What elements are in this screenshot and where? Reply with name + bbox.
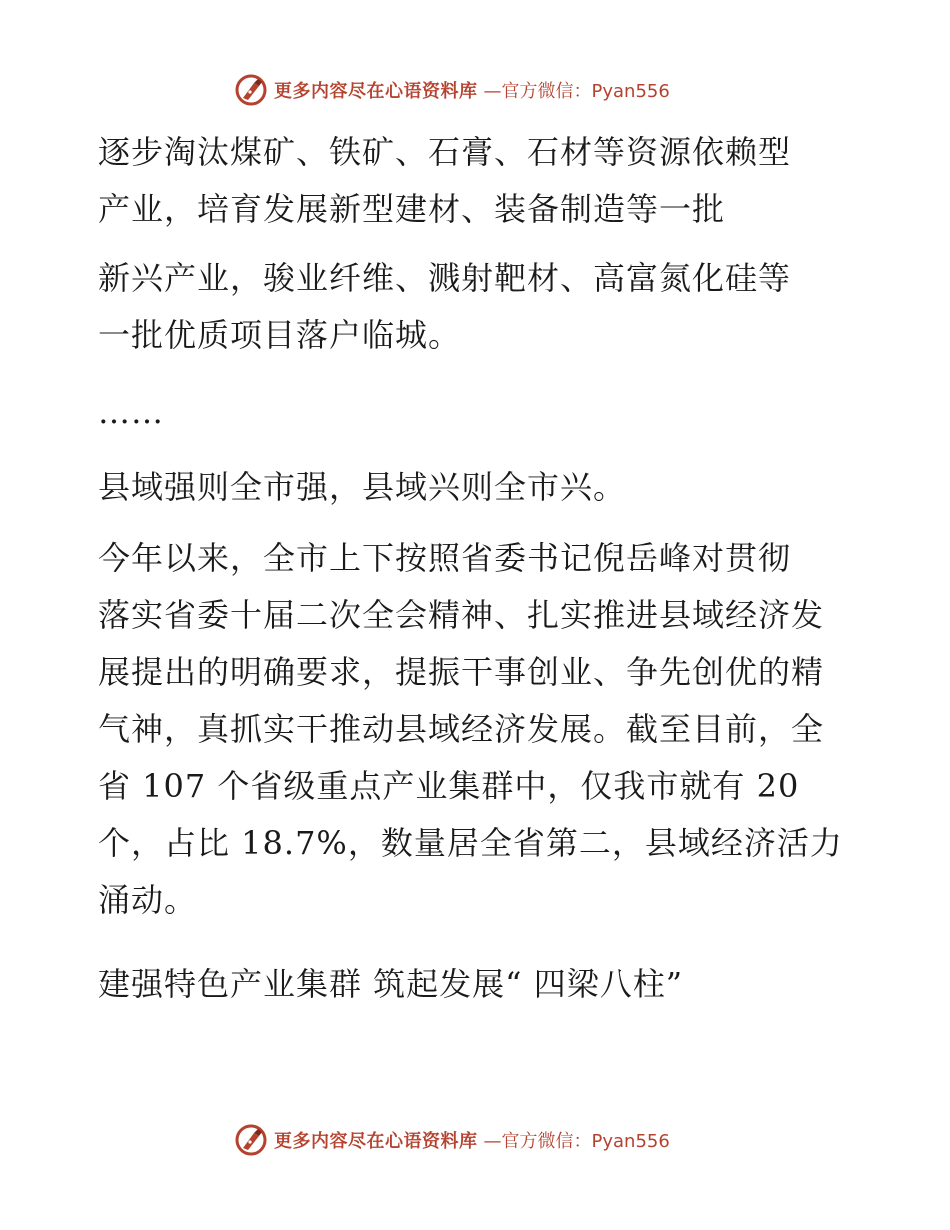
text-line: 涌动。	[98, 881, 198, 919]
text-line: ……	[98, 393, 164, 431]
paragraph-5	[98, 530, 858, 929]
text-line: 落实省委十届二次全会精神、扎实推进县域经济发	[98, 596, 825, 634]
text-line: 建强特色产业集群 筑起发展“ 四梁八柱”	[98, 965, 684, 1003]
text-line: 新兴产业，骏业纤维、溅射靶材、高富氮化硅等	[98, 259, 792, 297]
footer-watermark	[234, 1122, 670, 1158]
paragraph-1	[98, 124, 858, 238]
text-line: 产业，培育发展新型建材、装备制造等一批	[98, 190, 726, 228]
text-line: 气神，真抓实干推动县域经济发展。截至目前，全	[98, 710, 825, 748]
watermark-wechat-text: —官方微信：Pyan556	[483, 1131, 670, 1152]
watermark-main-text: 更多内容尽在心语资料库	[274, 81, 478, 102]
paragraph-ellipsis	[98, 384, 858, 441]
text-line: 个，占比 18.7%，数量居全省第二，县域经济活力	[98, 824, 843, 862]
paragraph-4	[98, 459, 858, 516]
text-line: 逐步淘汰煤矿、铁矿、石膏、石材等资源依赖型	[98, 133, 792, 171]
text-line: 县域强则全市强，县域兴则全市兴。	[98, 468, 627, 506]
pen-nib-logo-icon	[234, 1123, 268, 1157]
text-line: 今年以来，全市上下按照省委书记倪岳峰对贯彻	[98, 539, 792, 577]
watermark-main-text: 更多内容尽在心语资料库	[274, 1131, 478, 1152]
pen-nib-logo-icon	[234, 73, 268, 107]
text-line: 省 107 个省级重点产业集群中，仅我市就有 20	[98, 767, 800, 805]
watermark-wechat-text: —官方微信：Pyan556	[483, 81, 670, 102]
paragraph-2	[98, 250, 858, 364]
section-heading	[98, 956, 858, 1013]
text-line: 一批优质项目落户临城。	[98, 316, 462, 354]
text-line: 展提出的明确要求，提振干事创业、争先创优的精	[98, 653, 825, 691]
header-watermark	[234, 72, 670, 108]
